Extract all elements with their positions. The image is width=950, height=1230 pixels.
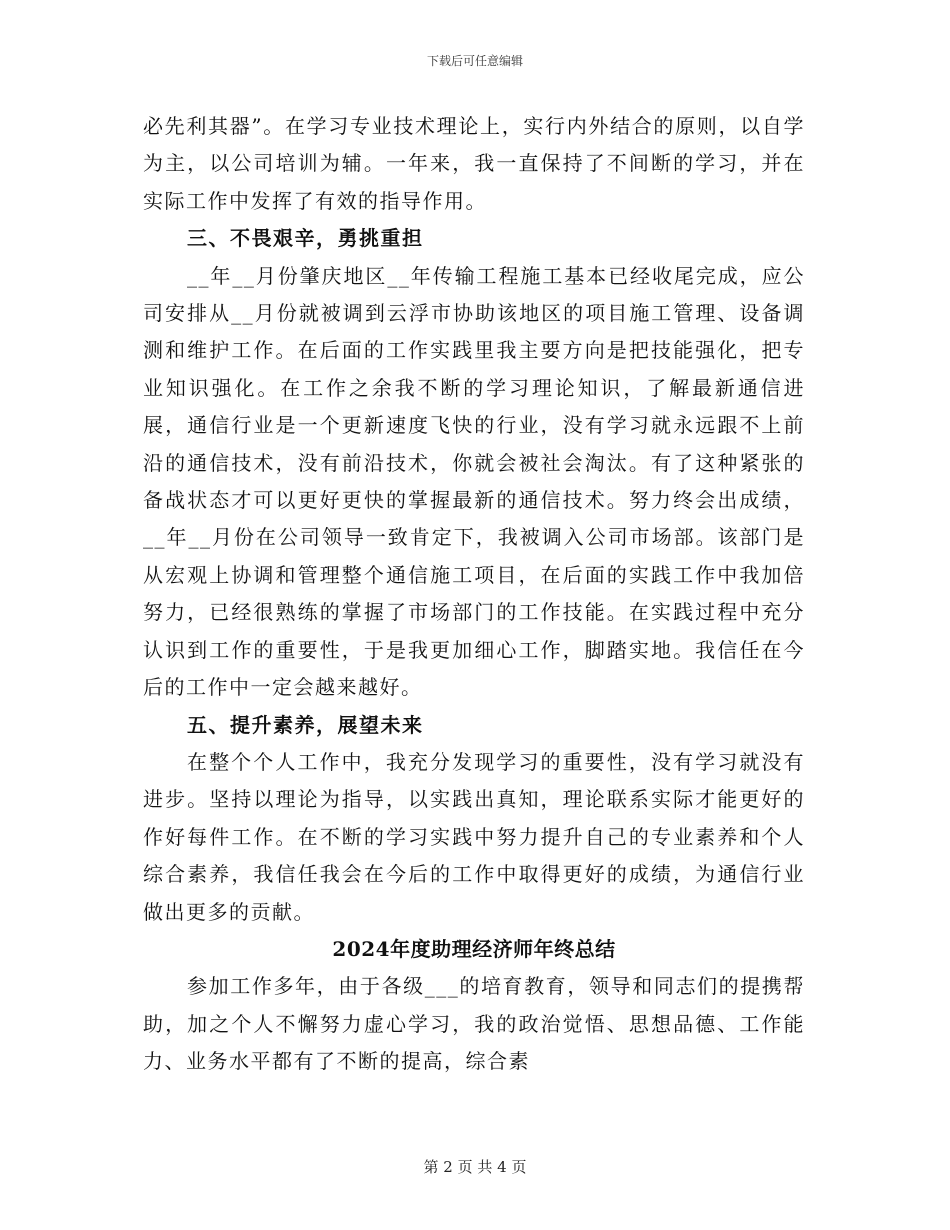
page-header: 下载后可任意编辑	[426, 54, 523, 68]
paragraph-section-5: 在整个个人工作中，我充分发现学习的重要性，没有学习就没有进步。坚持以理论为指导，以实践出真知，理论联系实际才能更好的作好每件工作。在不断的学习实践中努力提升自己的专业素养和个人综合素养，我信任我会在今后的工作中取得更好的成绩，为通信行业做出更多的贡献。	[143, 749, 805, 924]
section-heading-3: 三、不畏艰辛，勇挑重担	[187, 226, 424, 251]
paragraph-section-3: __年__月份肇庆地区__年传输工程施工基本已经收尾完成，应公司安排从__月份就被调到云浮市协助该地区的项目施工管理、设备调测和维护工作。在后面的工作实践里我主要方向是把技能强化，把专业知识强化。在工作之余我不断的学习理论知识，了解最新通信进展，通信行业是一个更新速度飞快的行业，没有学习就永远跟不上前沿的通信技术，没有前沿技术，你就会被社会淘汰。有了这种紧张的备战状态才可以更好更快的掌握最新的通信技术。努力终会出成绩，__年__月份在公司领导一致肯定下，我被调入公司市场部。该部门是从宏观上协调和管理整个通信施工项目，在后面的实践工作中我加倍努力，已经很熟练的掌握了市场部门的工作技能。在实践过程中充分认识到工作的重要性，于是我更加细心工作，脚踏实地。我信任在今后的工作中一定会越来越好。	[143, 263, 805, 700]
paragraph-intro-continued: 必先利其器”。在学习专业技术理论上，实行内外结合的原则，以自学为主，以公司培训为辅。一年来，我一直保持了不间断的学习，并在实际工作中发挥了有效的指导作用。	[143, 114, 805, 213]
document-title: 2024年度助理经济师年终总结	[332, 936, 616, 961]
page-footer: 第 2 页 共 4 页	[423, 1158, 527, 1176]
document-body	[143, 108, 805, 1081]
section-heading-5: 五、提升素养，展望未来	[187, 712, 424, 737]
paragraph-summary-intro: 参加工作多年，由于各级___的培育教育，领导和同志们的提携帮助，加之个人不懈努力虚心学习，我的政治觉悟、思想品德、工作能力、业务水平都有了不断的提高，综合素	[143, 974, 805, 1074]
